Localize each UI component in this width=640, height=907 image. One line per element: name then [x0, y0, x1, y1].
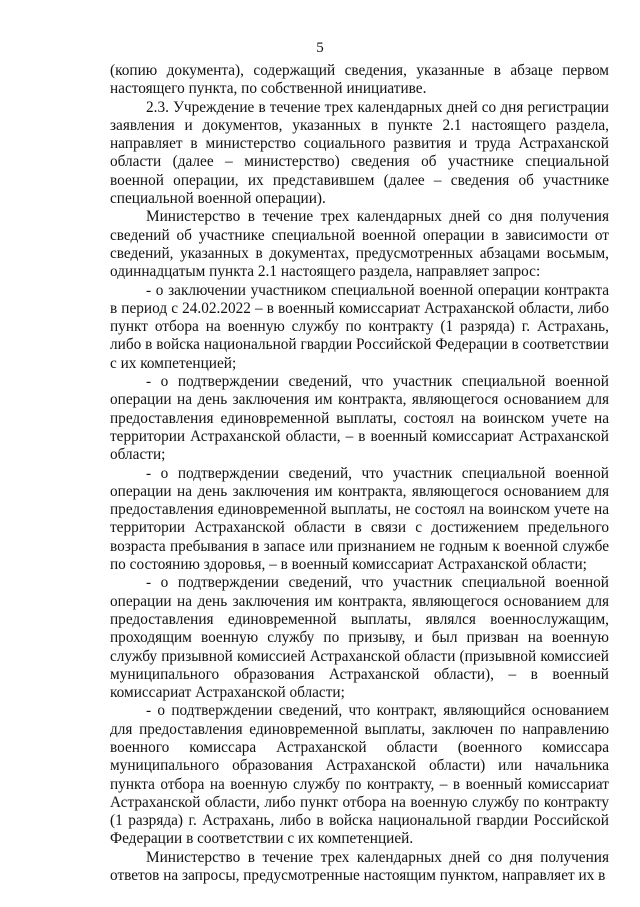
page-number: 5 — [316, 40, 324, 56]
list-item-commissar-direction: - о подтверждении сведений, что контракт, являющийся основанием для предоставления единовременной выплаты, заключен по направлению военного комиссара Астраханской области (военного комиссара муниципального образования Астраханской области) или начальника пункта отбора на военную службу по контракту, – в военный комиссариат Астраханской области, либо пункт отбора на военную службу по контракту (1 разряда) г. Астрахань, либо в войска национальной гвардии Российской Федерации в соответствии с их компетенцией. — [110, 702, 609, 848]
paragraph-continuation: (копию документа), содержащий сведения, указанные в абзаце первом настоящего пункта, по собственной инициативе. — [110, 62, 609, 98]
paragraph-ministry-request: Министерство в течение трех календарных дней со дня получения сведений об участнике специальной военной операции в зависимости от сведений, указанных в документах, предусмотренных абзацами восьмым, одиннадцатым пункта 2.1 настоящего раздела, направляет запрос: — [110, 208, 609, 281]
paragraph-2-3: 2.3. Учреждение в течение трех календарных дней со дня регистрации заявления и документов, указанных в пункте 2.1 настоящего раздела, направляет в министерство социального развития и труда Астраханской области (далее – министерство) сведения об участнике специальной военной операции, их представившем (далее – сведения об участнике специальной военной операции). — [110, 98, 609, 208]
paragraph-ministry-responses: Министерство в течение трех календарных дней со дня получения ответов на запросы, предусмотренные настоящим пунктом, направляет их в — [110, 848, 609, 885]
list-item-conscript: - о подтверждении сведений, что участник специальной военной операции на день заключения им контракта, являющегося основанием для предоставления единовременной выплаты, являлся военнослужащим, проходящим военную службу по призыву, и был призван на военную службу призывной комиссией Астраханской области (призывной комиссией муниципального образования Астраханской области), – в военный комиссариат Астраханской области; — [110, 574, 609, 702]
list-item-not-registered: - о подтверждении сведений, что участник специальной военной операции на день заключения им контракта, являющегося основанием для предоставления единовременной выплаты, не состоял на воинском учете на территории Астраханской области в связи с достижением предельного возраста пребывания в запасе или признанием не годным к военной службе по состоянию здоровья, – в военный комиссариат Астраханской области; — [110, 464, 609, 574]
document-body — [110, 62, 609, 885]
list-item-military-registration: - о подтверждении сведений, что участник специальной военной операции на день заключения им контракта, являющегося основанием для предоставления единовременной выплаты, состоял на воинском учете на территории Астраханской области, – в военный комиссариат Астраханской области; — [110, 373, 609, 464]
list-item-contract: - о заключении участником специальной военной операции контракта в период с 24.02.2022 – в военный комиссариат Астраханской области, либо пункт отбора на военную службу по контракту (1 разряда) г. Астрахань, либо в войска национальной гвардии Российской Федерации в соответствии с их компетенцией; — [110, 281, 609, 372]
